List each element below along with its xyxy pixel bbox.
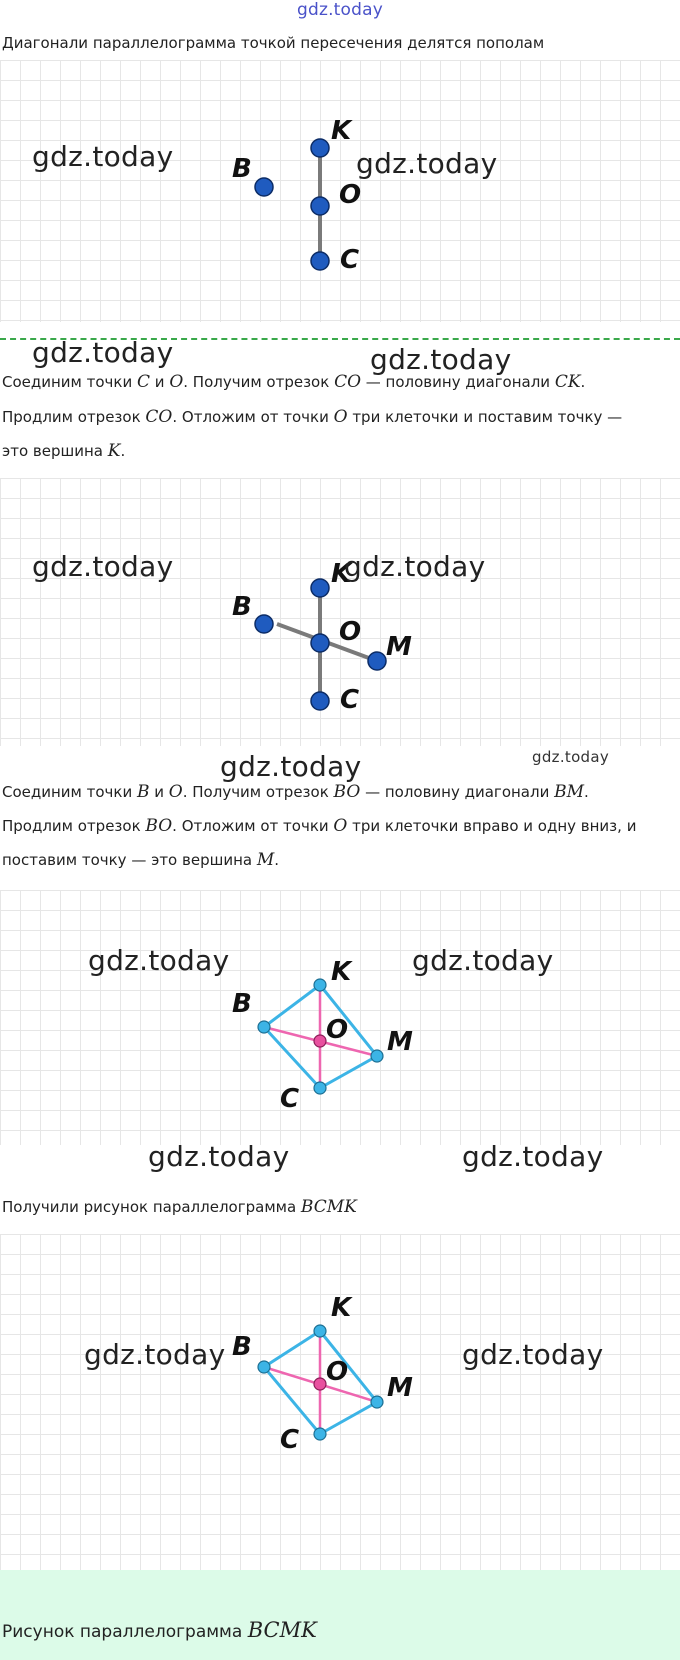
watermark: gdz.today — [88, 944, 230, 977]
text-part: три клеточки и поставим точку — — [347, 408, 623, 426]
point-b — [255, 178, 273, 196]
figure-2-drawing — [0, 478, 680, 746]
math-var: BCMK — [247, 1618, 317, 1642]
text-part: — половину диагонали — [361, 373, 555, 391]
math-var: B — [137, 782, 150, 802]
math-var: K — [107, 441, 121, 461]
label-o: O — [339, 617, 362, 647]
point-c — [311, 252, 329, 270]
label-m: M — [387, 1027, 413, 1057]
text-part: Соединим точки — [2, 783, 137, 801]
text-part: . Отложим от точки — [172, 408, 334, 426]
watermark: gdz.today — [148, 1140, 290, 1173]
text-part: Получили рисунок параллелограмма — [2, 1198, 301, 1216]
math-var: O — [333, 407, 348, 427]
label-o: O — [326, 1357, 349, 1387]
point-o — [311, 197, 329, 215]
label-o: O — [326, 1015, 349, 1045]
label-c: C — [340, 245, 360, 275]
text-part: — половину диагонали — [360, 783, 555, 801]
watermark: gdz.today — [32, 550, 174, 583]
point-k — [311, 579, 329, 597]
label-b: B — [232, 1332, 252, 1362]
watermark: gdz.today — [412, 944, 554, 977]
step3-line — [2, 1191, 357, 1223]
point-o — [314, 1378, 326, 1390]
watermark: gdz.today — [370, 343, 512, 376]
point-k — [314, 1325, 326, 1337]
label-o: O — [339, 180, 362, 210]
watermark: gdz.today — [84, 1338, 226, 1371]
text-part: . — [274, 851, 280, 869]
point-o — [314, 1035, 326, 1047]
label-b: B — [232, 592, 252, 622]
watermark: gdz.today — [462, 1140, 604, 1173]
text-part: . Получим отрезок — [183, 373, 335, 391]
grid-figure-3 — [0, 890, 680, 1173]
label-c: C — [280, 1425, 300, 1455]
text-part: это вершина — [2, 442, 108, 460]
math-var: M — [256, 850, 275, 870]
math-var: BO — [333, 782, 361, 802]
step1-line2 — [2, 401, 622, 433]
math-var: BO — [145, 816, 173, 836]
figure-1-drawing — [0, 60, 680, 322]
task-statement: Диагонали параллелограмма точкой пересечения делятся пополам — [2, 34, 545, 52]
label-c: C — [340, 685, 360, 715]
label-b: B — [232, 154, 252, 184]
math-var: O — [333, 816, 348, 836]
text-part: Продлим отрезок — [2, 817, 146, 835]
math-var: O — [168, 782, 183, 802]
text-part: . Отложим от точки — [172, 817, 334, 835]
point-k — [314, 979, 326, 991]
point-m — [368, 652, 386, 670]
step2-line2 — [2, 810, 636, 842]
grid-figure-1 — [0, 60, 680, 322]
watermark: gdz.today — [220, 750, 362, 783]
text-part: и — [150, 373, 170, 391]
math-var: CO — [334, 372, 362, 392]
label-m: M — [386, 632, 412, 662]
point-c — [314, 1082, 326, 1094]
text-part: . — [584, 783, 589, 801]
text-part: Соединим точки — [2, 373, 137, 391]
point-o — [311, 634, 329, 652]
watermark: gdz.today — [344, 550, 486, 583]
label-k: K — [331, 957, 352, 987]
point-b — [255, 615, 273, 633]
watermark: gdz.today — [356, 147, 498, 180]
step2-line1 — [2, 776, 589, 808]
label-m: M — [387, 1373, 413, 1403]
answer-box — [0, 1570, 680, 1660]
text-part: три клеточки вправо и одну вниз, и — [347, 817, 637, 835]
math-var: CK — [554, 372, 581, 392]
label-c: C — [280, 1084, 300, 1114]
math-var: BCMK — [300, 1197, 357, 1217]
text-part: Рисунок параллелограмма — [2, 1622, 248, 1642]
label-k: K — [331, 116, 352, 146]
step2-line3 — [2, 844, 279, 876]
text-part: и — [149, 783, 169, 801]
text-part: поставим точку — это вершина — [2, 851, 257, 869]
watermark: gdz.today — [32, 336, 174, 369]
point-c — [314, 1428, 326, 1440]
watermark: gdz.today — [32, 140, 174, 173]
text-part: . — [580, 373, 586, 391]
point-m — [371, 1050, 383, 1062]
math-var: BM — [554, 782, 585, 802]
math-var: O — [169, 372, 184, 392]
grid-figure-2 — [0, 478, 680, 746]
math-var: C — [137, 372, 151, 392]
text-part: Продлим отрезок — [2, 408, 146, 426]
point-c — [311, 692, 329, 710]
grid-figure-4 — [0, 1234, 680, 1570]
text-part: . Получим отрезок — [182, 783, 334, 801]
site-title[interactable]: gdz.today — [296, 0, 384, 20]
label-b: B — [232, 989, 252, 1019]
point-b — [258, 1361, 270, 1373]
math-var: CO — [145, 407, 173, 427]
label-k: K — [331, 559, 352, 589]
watermark: gdz.today — [532, 748, 610, 766]
label-k: K — [331, 1293, 352, 1323]
figure-3-drawing — [0, 890, 680, 1145]
point-b — [258, 1021, 270, 1033]
point-k — [311, 139, 329, 157]
watermark: gdz.today — [462, 1338, 604, 1371]
figure-4-drawing — [0, 1234, 680, 1570]
text-part: . — [120, 442, 126, 460]
step1-line3 — [2, 435, 125, 467]
step1-line1 — [2, 366, 585, 398]
answer-text — [2, 1618, 317, 1642]
point-m — [371, 1396, 383, 1408]
